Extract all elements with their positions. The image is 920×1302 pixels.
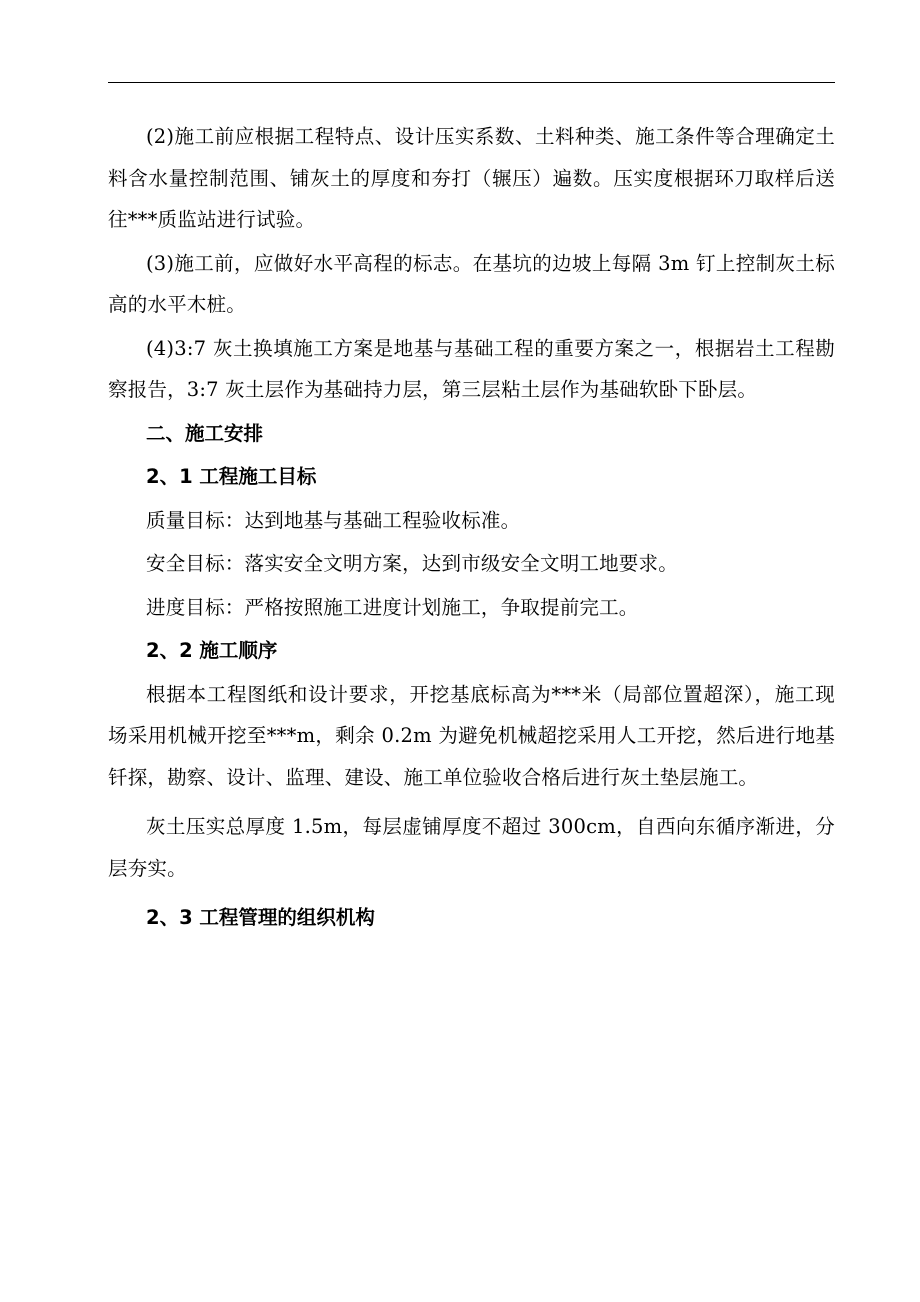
construction-sequence-paragraph: 根据本工程图纸和设计要求，开挖基底标高为***米（局部位置超深），施工现场采用机械开挖至***m，剩余 0.2m 为避免机械超挖采用人工开挖，然后进行地基钎探，勘察、设计、监理、建设、施工单位验收合格后进行灰土垫层施工。	[108, 682, 835, 789]
subsection-heading-2-2: 2、2 施工顺序	[146, 639, 278, 662]
subsection-heading-2-3: 2、3 工程管理的组织机构	[146, 906, 375, 929]
section-heading-construction-arrangement: 二、施工安排	[146, 421, 264, 445]
document-page	[108, 116, 835, 939]
paragraph-item-2: (2)施工前应根据工程特点、设计压实系数、土料种类、施工条件等合理确定土料含水量控制范围、铺灰土的厚度和夯打（辗压）遍数。压实度根据环刀取样后送往***质监站进行试验。	[108, 125, 835, 231]
subsection-heading-2-1: 2、1 工程施工目标	[146, 465, 317, 488]
header-rule	[108, 82, 835, 83]
safety-target: 安全目标：落实安全文明方案，达到市级安全文明工地要求。	[146, 552, 678, 575]
paragraph-item-4: (4)3:7 灰土换填施工方案是地基与基础工程的重要方案之一，根据岩土工程勘察报告，3:7 灰土层作为基础持力层，第三层粘土层作为基础软卧下卧层。	[108, 336, 835, 401]
quality-target: 质量目标：达到地基与基础工程验收标准。	[146, 508, 521, 532]
compaction-paragraph: 灰土压实总厚度 1.5m，每层虚铺厚度不超过 300cm，自西向东循序渐进，分层夯实。	[108, 815, 835, 880]
schedule-target: 进度目标：严格按照施工进度计划施工，争取提前完工。	[146, 595, 639, 619]
paragraph-item-3: (3)施工前，应做好水平高程的标志。在基坑的边坡上每隔 3m 钉上控制灰土标高的水平木桩。	[108, 251, 835, 316]
